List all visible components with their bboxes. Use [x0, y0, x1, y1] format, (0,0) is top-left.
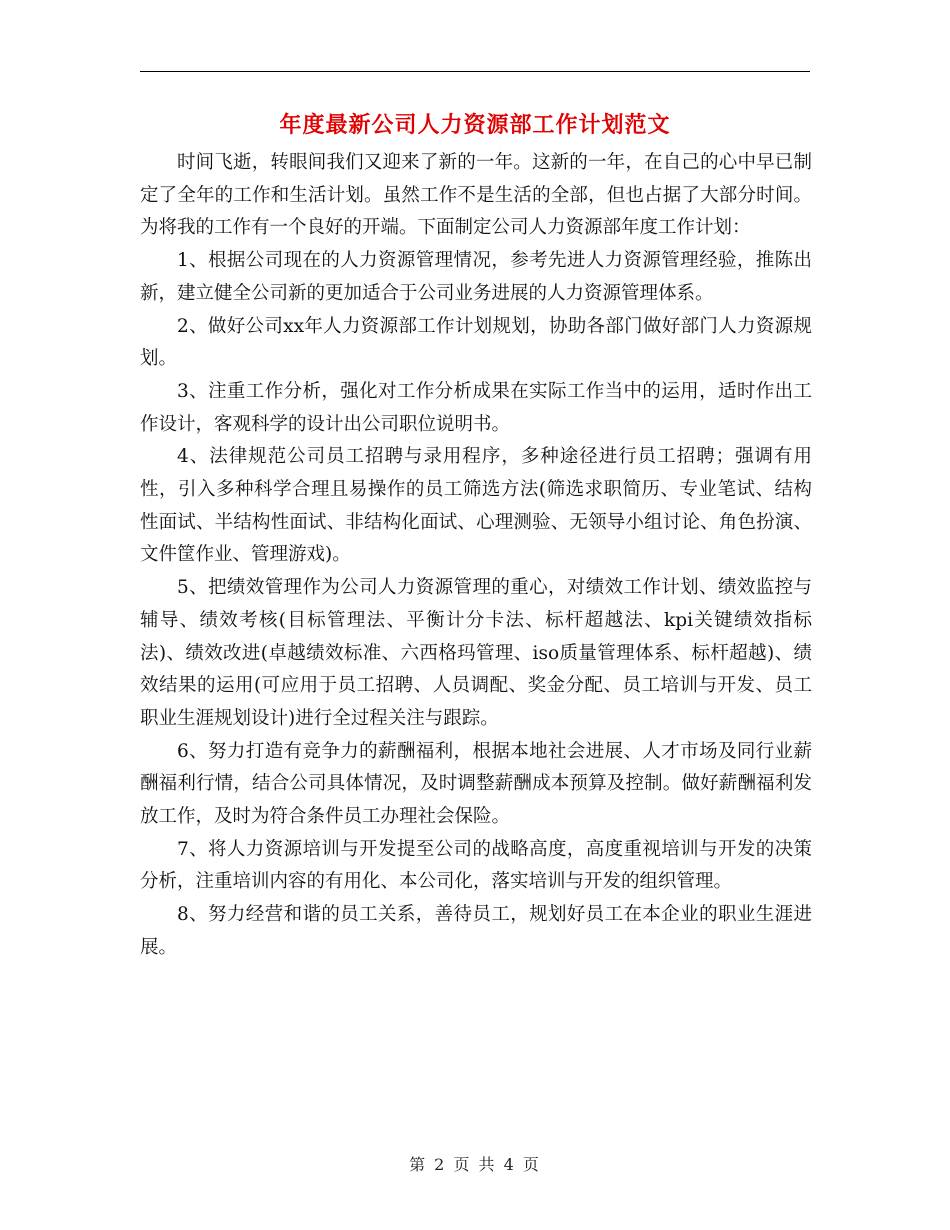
plan-item-1: 1、根据公司现在的人力资源管理情况，参考先进人力资源管理经验，推陈出新，建立健全公司新的更加适合于公司业务进展的人力资源管理体系。: [140, 250, 812, 304]
plan-item-5: 5、把绩效管理作为公司人力资源管理的重心，对绩效工作计划、绩效监控与辅导、绩效考核(目标管理法、平衡计分卡法、标杆超越法、kpi关键绩效指标法)、绩效改进(卓越绩效标准、六西格玛管理、iso质量管理体系、标杆超越)、绩效结果的运用(可应用于员工招聘、人员调配、奖金分配、员工培训与开发、员工职业生涯规划设计)进行全过程关注与跟踪。: [140, 577, 812, 729]
plan-item-3: 3、注重工作分析，强化对工作分析成果在实际工作当中的运用，适时作出工作设计，客观科学的设计出公司职位说明书。: [140, 380, 812, 435]
plan-item-4: 4、法律规范公司员工招聘与录用程序，多种途径进行员工招聘；强调有用性，引入多种科学合理且易操作的员工筛选方法(筛选求职简历、专业笔试、结构性面试、半结构性面试、非结构化面试、心理测验、无领导小组讨论、角色扮演、文件筐作业、管理游戏)。: [140, 446, 812, 566]
document-body: [140, 147, 812, 965]
header-rule: [140, 71, 810, 72]
plan-item-8: 8、努力经营和谐的员工关系，善待员工，规划好员工在本企业的职业生涯进展。: [140, 904, 812, 958]
intro-paragraph: 时间飞逝，转眼间我们又迎来了新的一年。这新的一年，在自己的心中早已制定了全年的工作和生活计划。虽然工作不是生活的全部，但也占据了大部分时间。为将我的工作有一个良好的开端。下面制定公司人力资源部年度工作计划：: [140, 152, 812, 239]
plan-item-7: 7、将人力资源培训与开发提至公司的战略高度，高度重视培训与开发的决策分析，注重培训内容的有用化、本公司化，落实培训与开发的组织管理。: [140, 838, 812, 893]
plan-item-6: 6、努力打造有竞争力的薪酬福利，根据本地社会进展、人才市场及同行业薪酬福利行情，结合公司具体情况，及时调整薪酬成本预算及控制。做好薪酬福利发放工作，及时为符合条件员工办理社会保险。: [140, 740, 812, 828]
document-title: 年度最新公司人力资源部工作计划范文: [279, 112, 671, 138]
plan-item-2: 2、做好公司xx年人力资源部工作计划规划，协助各部门做好部门人力资源规划。: [140, 315, 812, 370]
page-footer: 第 2 页 共 4 页: [409, 1155, 541, 1174]
